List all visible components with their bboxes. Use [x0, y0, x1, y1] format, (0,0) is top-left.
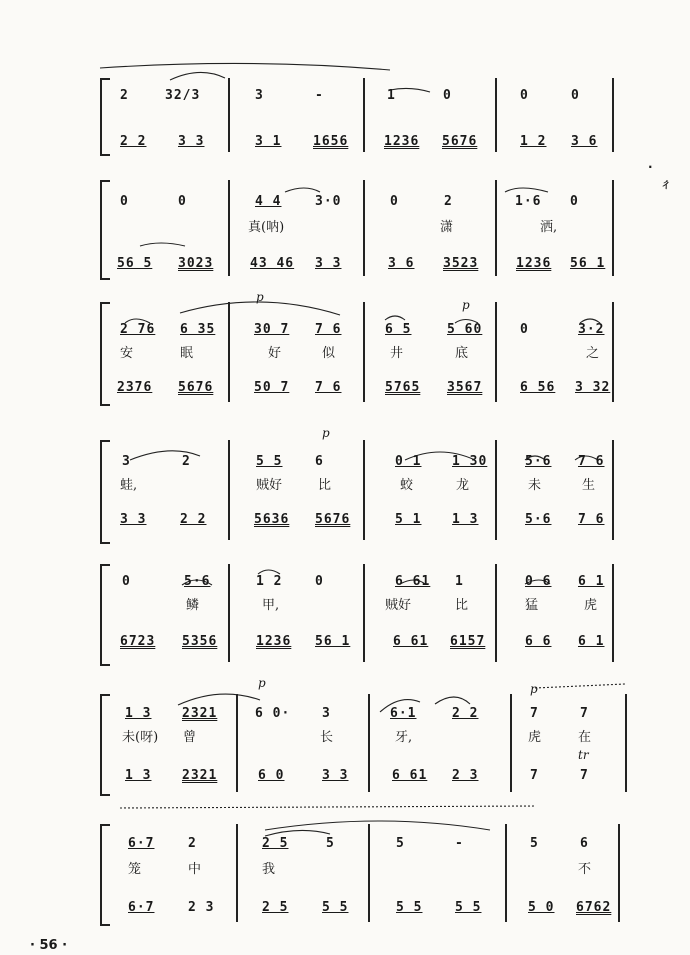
upper-note: 2 76 — [120, 322, 156, 337]
lower-note: 1236 — [384, 134, 420, 149]
lower-note: 6 1 — [578, 634, 605, 649]
barline — [228, 302, 230, 402]
lower-note: 43 46 — [250, 256, 295, 271]
lyric: 鳞 — [186, 598, 200, 613]
lyric: 中 — [188, 862, 202, 877]
dynamic-mark: p — [256, 290, 264, 304]
upper-note: 1 — [455, 574, 464, 589]
lyric: 之 — [586, 346, 600, 361]
lyric: 比 — [455, 598, 469, 613]
lower-note: 56 1 — [315, 634, 351, 649]
upper-note: 4 4 — [255, 194, 282, 209]
lower-note: 3023 — [178, 256, 214, 271]
lower-note: 7 6 — [315, 380, 342, 395]
lower-note: 1 3 — [125, 768, 152, 783]
upper-note: 7 6 — [315, 322, 342, 337]
margin-mark: ㄔ — [660, 177, 673, 191]
margin-mark: · — [648, 160, 653, 174]
barline — [612, 180, 614, 276]
lyric: 未(呀) — [122, 730, 159, 745]
lower-note: 3 32 — [575, 380, 611, 395]
lower-note: 5676 — [178, 380, 214, 395]
lower-note: 2376 — [117, 380, 153, 395]
lower-note: 6·7 — [128, 900, 155, 915]
lower-note: 5 5 — [322, 900, 349, 915]
lower-note: 1 2 — [520, 134, 547, 149]
lower-note: 3 6 — [571, 134, 598, 149]
upper-note: 2 2 — [452, 706, 479, 721]
lower-note: 6 56 — [520, 380, 556, 395]
barline — [495, 302, 497, 402]
upper-note: 3 — [122, 454, 131, 469]
lower-note: 6 61 — [392, 768, 428, 783]
barline — [612, 564, 614, 662]
barline — [228, 564, 230, 662]
upper-note: 2 — [120, 88, 129, 103]
system-brace — [100, 440, 110, 544]
lower-note: 50 7 — [254, 380, 290, 395]
barline — [228, 78, 230, 152]
lyric: 蛟 — [400, 478, 414, 493]
upper-note: 5 — [530, 836, 539, 851]
upper-note: - — [455, 836, 464, 851]
upper-note: 5 60 — [447, 322, 483, 337]
upper-note: 2 — [182, 454, 191, 469]
upper-note: 0 — [520, 322, 529, 337]
upper-note: 0 — [520, 88, 529, 103]
upper-note: 6 0· — [255, 706, 291, 721]
upper-note: 5 — [396, 836, 405, 851]
upper-note: 2 — [444, 194, 453, 209]
lower-note: 3 3 — [120, 512, 147, 527]
lower-note: 6 61 — [393, 634, 429, 649]
barline — [618, 824, 620, 922]
lower-note: 1 3 — [452, 512, 479, 527]
lyric: 井 — [390, 346, 404, 361]
barline — [612, 440, 614, 540]
upper-note: 6·7 — [128, 836, 155, 851]
upper-note: 5·6 — [525, 454, 552, 469]
lyric: 龙 — [456, 478, 470, 493]
lyric: 牙, — [395, 730, 413, 745]
upper-note: 0 — [390, 194, 399, 209]
lyric: 洒, — [540, 220, 558, 235]
upper-note: 0 6 — [525, 574, 552, 589]
lower-note: 2 5 — [262, 900, 289, 915]
system-brace — [100, 180, 110, 280]
lyric: 虎 — [528, 730, 542, 745]
barline — [363, 440, 365, 540]
upper-note: 6 1 — [578, 574, 605, 589]
upper-note: 0 — [178, 194, 187, 209]
upper-note: 2321 — [182, 706, 218, 721]
lower-note: 2 3 — [452, 768, 479, 783]
system-brace — [100, 302, 110, 406]
lower-note: 5676 — [442, 134, 478, 149]
lower-note: 5 0 — [528, 900, 555, 915]
upper-note: 5·6 — [184, 574, 211, 589]
barline — [505, 824, 507, 922]
upper-note: 0 — [443, 88, 452, 103]
upper-note: 0 — [120, 194, 129, 209]
upper-note: 0 — [122, 574, 131, 589]
page-number: · 56 · — [30, 938, 68, 953]
barline — [363, 564, 365, 662]
trill-mark: tr — [578, 748, 589, 762]
lower-note: 56 5 — [117, 256, 153, 271]
upper-note: 5 — [326, 836, 335, 851]
lower-note: 2 2 — [180, 512, 207, 527]
upper-note: 1 30 — [452, 454, 488, 469]
upper-note: 2 — [188, 836, 197, 851]
barline — [495, 78, 497, 152]
lyric: 未 — [528, 478, 542, 493]
lower-note: 5·6 — [525, 512, 552, 527]
lyric: 安 — [120, 346, 134, 361]
lyric: 蛙, — [120, 478, 138, 493]
upper-note: 3 — [322, 706, 331, 721]
upper-note: 3·0 — [315, 194, 342, 209]
lower-note: 2 2 — [120, 134, 147, 149]
upper-note: 6 35 — [180, 322, 216, 337]
upper-note: 0 — [571, 88, 580, 103]
upper-note: 1·6 — [515, 194, 542, 209]
barline — [510, 694, 512, 792]
lyric: 贼好 — [256, 478, 283, 493]
lyric: 底 — [455, 346, 469, 361]
lower-note: 2321 — [182, 768, 218, 783]
dynamic-mark: p — [530, 682, 538, 696]
lower-note: 3 3 — [322, 768, 349, 783]
barline — [368, 694, 370, 792]
lower-note: 3567 — [447, 380, 483, 395]
upper-note: 0 1 — [395, 454, 422, 469]
lyric: 猛 — [525, 598, 539, 613]
upper-note: - — [315, 88, 324, 103]
lyric: 真(呐) — [248, 220, 285, 235]
barline — [228, 180, 230, 276]
system-brace — [100, 824, 110, 926]
system-brace — [100, 78, 110, 156]
lyric: 生 — [582, 478, 596, 493]
lower-note: 5 1 — [395, 512, 422, 527]
upper-note: 3 — [255, 88, 264, 103]
barline — [236, 694, 238, 792]
lower-note: 5356 — [182, 634, 218, 649]
upper-note: 0 — [315, 574, 324, 589]
system-brace — [100, 564, 110, 666]
lower-note: 1656 — [313, 134, 349, 149]
lyric: 好 — [268, 346, 282, 361]
lyric: 曾 — [183, 730, 197, 745]
lower-note: 3 3 — [178, 134, 205, 149]
upper-note: 6 61 — [395, 574, 431, 589]
upper-note: 1 — [387, 88, 396, 103]
lyric: 贼好 — [385, 598, 412, 613]
upper-note: 30 7 — [254, 322, 290, 337]
upper-note: 6 — [315, 454, 324, 469]
lower-note: 6 0 — [258, 768, 285, 783]
upper-note: 7 — [580, 706, 589, 721]
upper-note: 1 3 — [125, 706, 152, 721]
barline — [612, 302, 614, 402]
lyric: 虎 — [584, 598, 598, 613]
dynamic-mark: p — [258, 676, 266, 690]
lyric: 甲, — [262, 598, 280, 613]
lower-note: 7 6 — [578, 512, 605, 527]
barline — [363, 78, 365, 152]
lyric: 长 — [320, 730, 334, 745]
upper-note: 6·1 — [390, 706, 417, 721]
lower-note: 3 1 — [255, 134, 282, 149]
upper-note: 5 5 — [256, 454, 283, 469]
lower-note: 7 — [580, 768, 589, 783]
lyric: 在 — [578, 730, 592, 745]
upper-note: 2 5 — [262, 836, 289, 851]
lyric: 潇 — [440, 220, 454, 235]
upper-note: 1 2 — [256, 574, 283, 589]
barline — [236, 824, 238, 922]
lower-note: 6157 — [450, 634, 486, 649]
lower-note: 1236 — [256, 634, 292, 649]
barline — [625, 694, 627, 792]
lower-note: 6 6 — [525, 634, 552, 649]
upper-note: 7 6 — [578, 454, 605, 469]
lyric: 似 — [322, 346, 336, 361]
lyric: 我 — [262, 862, 276, 877]
upper-note: 0 — [570, 194, 579, 209]
upper-note: 7 — [530, 706, 539, 721]
barline — [363, 180, 365, 276]
barline — [495, 440, 497, 540]
lower-note: 6723 — [120, 634, 156, 649]
dynamic-mark: p — [322, 426, 330, 440]
upper-note: 32/3 — [165, 88, 201, 103]
lyric: 比 — [318, 478, 332, 493]
lower-note: 5765 — [385, 380, 421, 395]
lower-note: 3 6 — [388, 256, 415, 271]
lower-note: 2 3 — [188, 900, 215, 915]
lower-note: 1236 — [516, 256, 552, 271]
barline — [363, 302, 365, 402]
lower-note: 3523 — [443, 256, 479, 271]
lower-note: 5676 — [315, 512, 351, 527]
lower-note: 5 5 — [396, 900, 423, 915]
system-brace — [100, 694, 110, 796]
upper-note: 3·2 — [578, 322, 605, 337]
lower-note: 5636 — [254, 512, 290, 527]
lyric: 眠 — [180, 346, 194, 361]
lower-note: 5 5 — [455, 900, 482, 915]
barline — [228, 440, 230, 540]
upper-note: 6 — [580, 836, 589, 851]
lyric: 笼 — [128, 862, 142, 877]
barline — [495, 180, 497, 276]
lower-note: 6762 — [576, 900, 612, 915]
lyric: 不 — [578, 862, 592, 877]
lower-note: 7 — [530, 768, 539, 783]
barline — [612, 78, 614, 152]
upper-note: 6 5 — [385, 322, 412, 337]
barline — [495, 564, 497, 662]
lower-note: 3 3 — [315, 256, 342, 271]
lower-note: 56 1 — [570, 256, 606, 271]
dynamic-mark: p — [462, 298, 470, 312]
barline — [368, 824, 370, 922]
